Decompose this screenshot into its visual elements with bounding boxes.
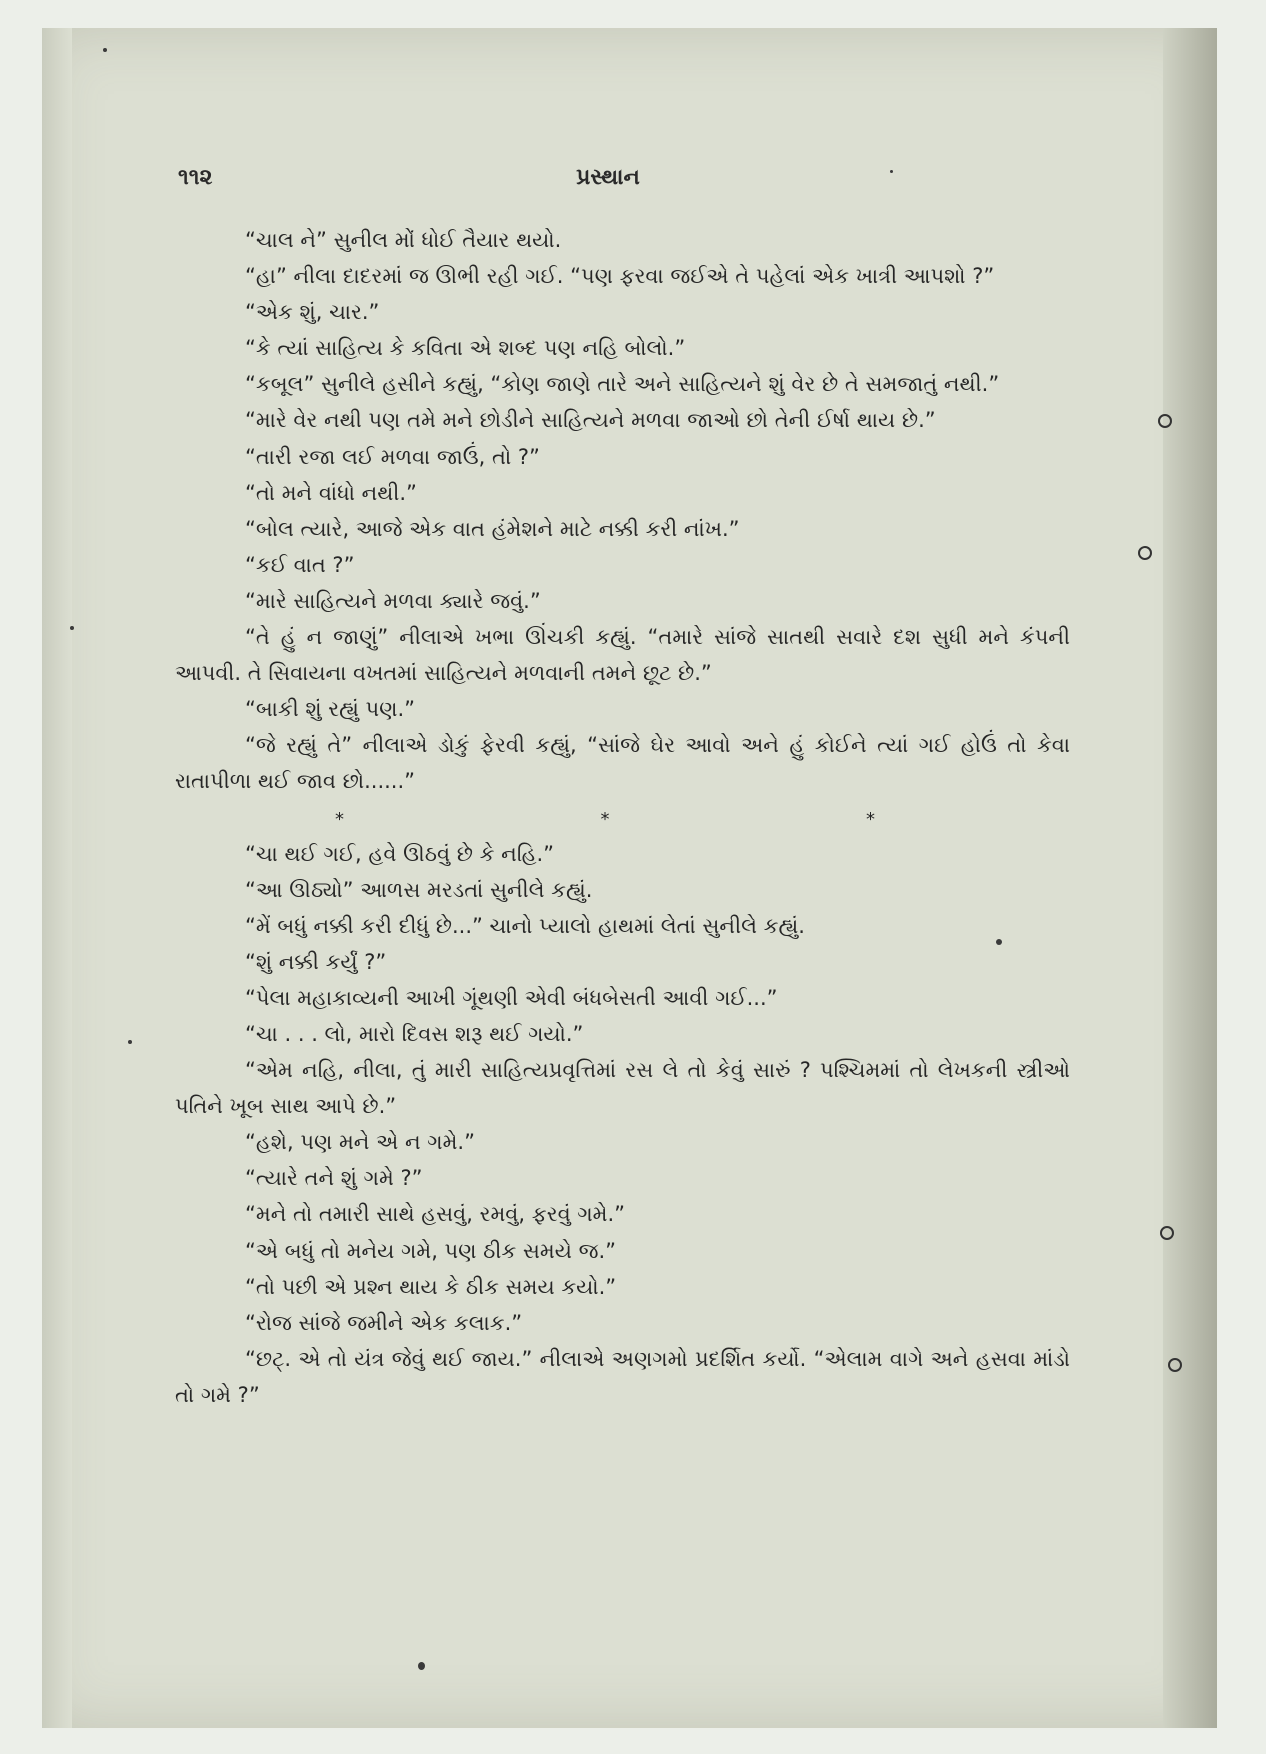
paper-hole-mark — [1158, 414, 1172, 428]
paragraph: “એ બધું તો મનેય ગમે, પણ ઠીક સમયે જ.” — [245, 1238, 617, 1263]
section-separator — [175, 800, 1070, 836]
paragraph: “પેલા મહાકાવ્યની આખી ગૂંથણી એવી બંધબેસતી આવી ગઈ...” — [245, 985, 778, 1010]
paragraph: “ચાલ ને” સુનીલ મોં ધોઈ તૈયાર થયો. — [245, 228, 562, 252]
paragraph: “શું નક્કી કર્યું ?” — [245, 949, 387, 974]
page-header — [178, 165, 1038, 199]
paper-hole-mark — [1138, 546, 1152, 560]
paragraph: “મારે સાહિત્યને મળવા ક્યારે જવું.” — [245, 588, 541, 613]
running-title: પ્રસ્થાન — [576, 165, 640, 190]
paper-speck — [128, 1040, 132, 1044]
separator-star: * — [600, 808, 610, 830]
paragraph: “બાકી શું રહ્યું પણ.” — [245, 697, 416, 722]
paper-hole-mark — [1168, 1358, 1182, 1372]
paragraph: “ત્યારે તને શું ગમે ?” — [245, 1166, 423, 1191]
paragraph: “આ ઊઠ્યો” આળસ મરડતાં સુનીલે કહ્યું. — [245, 877, 593, 902]
paragraph: “ચા . . . લો, મારો દિવસ શરૂ થઈ ગયો.” — [245, 1021, 584, 1046]
paragraph: “રોજ સાંજે જમીને એક કલાક.” — [245, 1310, 523, 1335]
paragraph: “મારે વેર નથી પણ તમે મને છોડીને સાહિત્યને મળવા જાઓ છો તેની ઈર્ષા થાય છે.” — [245, 408, 936, 433]
paragraph: “કે ત્યાં સાહિત્ય કે કવિતા એ શબ્દ પણ નહિ બોલો.” — [245, 336, 686, 361]
paragraph: “હા” નીલા દાદરમાં જ ઊભી રહી ગઈ. “પણ ફરવા જઈએ તે પહેલાં એક ખાત્રી આપશો ?” — [245, 264, 995, 289]
paper-speck — [103, 48, 107, 52]
body-text — [175, 222, 1070, 1413]
paragraph: “બોલ ત્યારે, આજે એક વાત હંમેશને માટે નક્કી કરી નાંખ.” — [245, 516, 740, 541]
paper-hole-mark — [1160, 1226, 1174, 1240]
page-gutter-shadow — [42, 28, 72, 1728]
separator-star: * — [866, 808, 875, 830]
paper-speck — [70, 626, 74, 630]
paragraph: “તારી રજા લઈ મળવા જાઉં, તો ?” — [245, 444, 540, 469]
paragraph: “તો પછી એ પ્રશ્ન થાય કે ઠીક સમય કયો.” — [245, 1274, 617, 1299]
paragraph: “મને તો તમારી સાથે હસવું, રમવું, ફરવું ગમે.” — [245, 1202, 626, 1227]
paper-speck — [890, 170, 893, 173]
paragraph: “મેં બધું નક્કી કરી દીધું છે...” ચાનો પ્યાલો હાથમાં લેતાં સુનીલે કહ્યું. — [245, 913, 805, 938]
paragraph: “એમ નહિ, નીલા, તું મારી સાહિત્યપ્રવૃત્તિમાં રસ લે તો કેવું સારું ? પશ્ચિમમાં તો લેખકની સ્ત્રીઓ પતિને ખૂબ સાથ આપે છે.” — [175, 1058, 1070, 1119]
paragraph: “કબૂલ” સુનીલે હસીને કહ્યું, “કોણ જાણે તારે અને સાહિત્યને શું વેર છે તે સમજાતું નથી.” — [245, 372, 1000, 397]
paper-speck — [996, 939, 1002, 945]
paragraph: “છટ્. એ તો યંત્ર જેવું થઈ જાય.” નીલાએ અણગમો પ્રદર્શિત કર્યો. “એલામ વાગે અને હસવા માંડો તો ગમે ?” — [175, 1346, 1070, 1407]
paragraph: “હશે, પણ મને એ ન ગમે.” — [245, 1130, 475, 1155]
paragraph: “કઈ વાત ?” — [245, 552, 355, 577]
paragraph: “ચા થઈ ગઈ, હવે ઊઠવું છે કે નહિ.” — [245, 841, 555, 866]
paragraph: “જે રહ્યું તે” નીલાએ ડોકું ફેરવી કહ્યું, “સાંજે ઘેર આવો અને હું કોઈને ત્યાં ગઈ હોઉં તો કેવા રાતાપીળા થઈ જાવ છો......” — [175, 733, 1070, 794]
paragraph: “તો મને વાંધો નથી.” — [245, 480, 417, 505]
paragraph: “તે હું ન જાણું” નીલાએ ખભા ઊંચકી કહ્યું. “તમારે સાંજે સાતથી સવારે દશ સુધી મને કંપની આપવી. તે સિવાયના વખતમાં સાહિત્યને મળવાની તમને છૂટ છે.” — [175, 625, 1070, 686]
page-number: ૧૧૨ — [178, 165, 213, 190]
separator-star: * — [335, 808, 344, 830]
paper-speck — [418, 1662, 425, 1670]
paragraph: “એક શું, ચાર.” — [245, 300, 380, 325]
